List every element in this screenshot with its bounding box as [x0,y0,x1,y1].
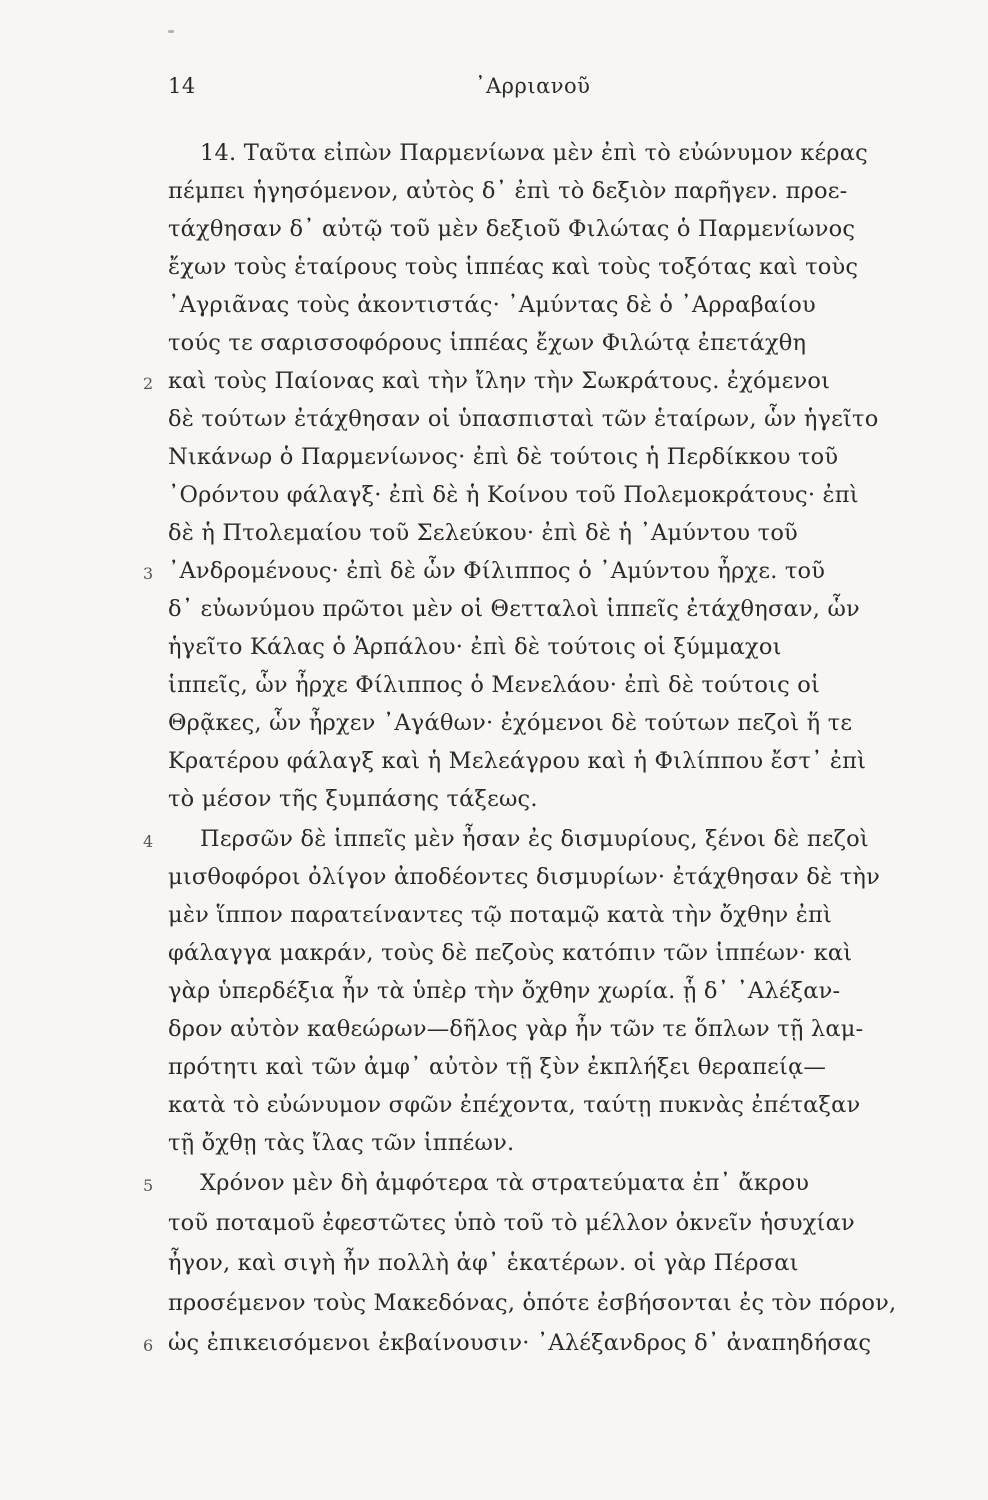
section-margin-number: 3 [143,564,154,583]
text-line: ἡγεῖτο Κάλας ὁ Ἁρπάλου· ἐπὶ δὲ τούτοις οἱ ξύμμαχοι [168,634,782,660]
text-line: κατὰ τὸ εὐώνυμον σφῶν ἐπέχοντα, ταύτῃ πυκνὰς ἐπέταξαν [168,1092,861,1118]
section-margin-number: 2 [143,374,154,393]
text-line: δρον αὐτὸν καθεώρων—δῆλος γὰρ ἦν τῶν τε ὅπλων τῇ λαμ- [168,1016,864,1042]
text-line: μισθοφόροι ὀλίγον ἀποδέοντες δισμυρίων· ἐτάχθησαν δὲ τὴν [168,864,880,890]
text-line: γὰρ ὑπερδέξια ἦν τὰ ὑπὲρ τὴν ὄχθην χωρία. ᾗ δ᾿ ᾿Αλέξαν- [168,978,841,1004]
text-line: ᾿Ορόντου φάλαγξ· ἐπὶ δὲ ἡ Κοίνου τοῦ Πολεμοκράτους· ἐπὶ [168,482,859,508]
text-line: καὶ τοὺς Παίονας καὶ τὴν ἴλην τὴν Σωκράτους. ἐχόμενοι [168,368,831,394]
text-line: πέμπει ἡγησόμενον, αὐτὸς δ᾿ ἐπὶ τὸ δεξιὸν παρῆγεν. προε- [168,178,848,204]
text-line: δὲ ἡ Πτολεμαίου τοῦ Σελεύκου· ἐπὶ δὲ ἡ ᾿Αμύντου τοῦ [168,520,798,546]
text-line: τάχθησαν δ᾿ αὐτῷ τοῦ μὲν δεξιοῦ Φιλώτας ὁ Παρμενίωνος [168,216,856,242]
text-line: δ᾿ εὐωνύμου πρῶτοι μὲν οἱ Θετταλοὶ ἱππεῖς ἐτάχθησαν, ὧν [168,596,860,622]
section-margin-number: 6 [143,1336,154,1355]
text-line: 14. Ταῦτα εἰπὼν Παρμενίωνα μὲν ἐπὶ τὸ εὐώνυμον κέρας [200,140,868,166]
text-line: μὲν ἵππον παρατείναντες τῷ ποταμῷ κατὰ τὴν ὄχθην ἐπὶ [168,902,833,928]
text-line: ἔχων τοὺς ἑταίρους τοὺς ἱππέας καὶ τοὺς τοξότας καὶ τοὺς [168,254,859,280]
text-line: πρότητι καὶ τῶν ἀμφ᾿ αὐτὸν τῇ ξὺν ἐκπλήξει θεραπείᾳ— [168,1054,827,1080]
text-line: ὡς ἐπικεισόμενοι ἐκβαίνουσιν· ᾿Αλέξανδρος δ᾿ ἀναπηδήσας [168,1330,872,1356]
section-margin-number: 4 [143,832,154,851]
text-line: Κρατέρου φάλαγξ καὶ ἡ Μελεάγρου καὶ ἡ Φιλίππου ἔστ᾿ ἐπὶ [168,748,867,774]
text-line: φάλαγγα μακράν, τοὺς δὲ πεζοὺς κατόπιν τῶν ἱππέων· καὶ [168,940,853,966]
page-number: 14 [168,74,196,98]
print-speck [168,30,174,33]
section-margin-number: 5 [143,1176,154,1195]
text-line: τὸ μέσον τῆς ξυμπάσης τάξεως. [168,786,538,812]
text-line: Χρόνον μὲν δὴ ἀμφότερα τὰ στρατεύματα ἐπ᾿ ἄκρου [200,1170,810,1196]
text-line: τῇ ὄχθῃ τὰς ἴλας τῶν ἱππέων. [168,1130,515,1156]
text-line: ἦγον, καὶ σιγὴ ἦν πολλὴ ἀφ᾿ ἑκατέρων. οἱ γὰρ Πέρσαι [168,1250,799,1276]
text-line: Περσῶν δὲ ἱππεῖς μὲν ἦσαν ἐς δισμυρίους, ξένοι δὲ πεζοὶ [200,826,869,852]
text-line: ἱππεῖς, ὧν ἦρχε Φίλιππος ὁ Μενελάου· ἐπὶ δὲ τούτοις οἱ [168,672,821,698]
text-line: δὲ τούτων ἐτάχθησαν οἱ ὑπασπισταὶ τῶν ἑταίρων, ὧν ἡγεῖτο [168,406,879,432]
running-head: ᾿Αρριανοῦ [475,74,591,98]
text-line: Θρᾷκες, ὧν ἦρχεν ᾿Αγάθων· ἐχόμενοι δὲ τούτων πεζοὶ ἥ τε [168,710,853,736]
text-line: Νικάνωρ ὁ Παρμενίωνος· ἐπὶ δὲ τούτοις ἡ Περδίκκου τοῦ [168,444,839,470]
text-line: ᾿Αγριᾶνας τοὺς ἀκοντιστάς· ᾿Αμύντας δὲ ὁ ᾿Αρραβαίου [168,292,816,318]
text-line: προσέμενον τοὺς Μακεδόνας, ὁπότε ἐσβήσονται ἐς τὸν πόρον, [168,1290,897,1316]
text-line: ᾿Ανδρομένους· ἐπὶ δὲ ὧν Φίλιππος ὁ ᾿Αμύντου ἦρχε. τοῦ [168,558,826,584]
text-line: τούς τε σαρισσοφόρους ἱππέας ἔχων Φιλώτᾳ ἐπετάχθη [168,330,807,356]
text-line: τοῦ ποταμοῦ ἐφεστῶτες ὑπὸ τοῦ τὸ μέλλον ὀκνεῖν ἡσυχίαν [168,1210,855,1236]
